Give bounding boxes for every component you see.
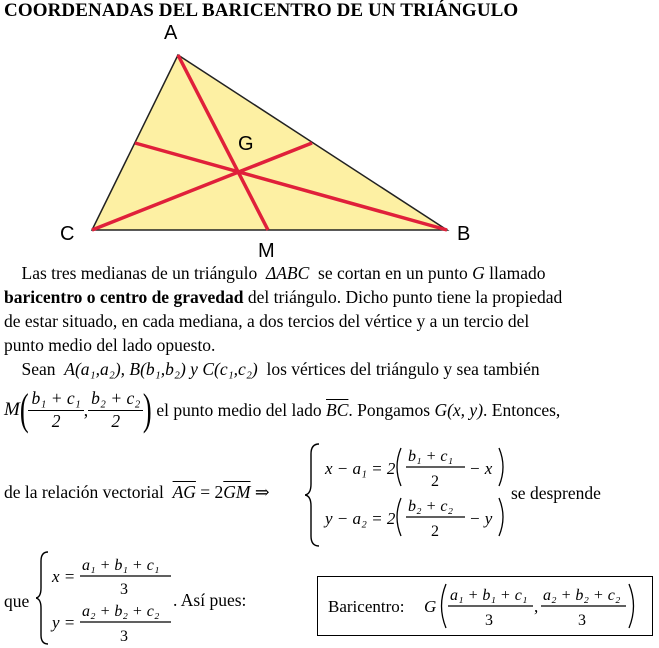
vector-ag: $\overline{AG}$ <box>172 482 196 502</box>
y-lhs: y = <box>52 613 76 632</box>
vector-relation-line: de la relación vectorial $\overline{AG} = 2\overline{GM}$ ⇒ <box>4 482 270 502</box>
result-g: G <box>424 597 437 616</box>
vertex-c-label: C <box>60 223 75 245</box>
triangle-figure <box>0 0 659 262</box>
midpoint-frac-2: $\frac{\text{b₂ + c₂}}{2}$ <box>88 390 143 430</box>
x-lhs: x = <box>52 567 76 586</box>
eq1-num: b₁ + c₁ <box>408 448 454 465</box>
triangle-symbol: ΔABC <box>265 263 310 283</box>
page-title: COORDENADAS DEL BARICENTRO DE UN TRIÁNGULO <box>4 0 519 21</box>
result-label: Baricentro: <box>328 597 405 616</box>
solution-system <box>36 548 186 648</box>
vector-gm: $\overline{GM}$ <box>223 482 251 502</box>
triangle-abc <box>92 55 447 230</box>
eq2-num: b₂ + c₂ <box>408 498 454 515</box>
vertices-coords: A(a₁,a₂), B(b₁,b₂) y C(c₁,c₂) <box>64 359 258 379</box>
vertex-b-label: B <box>457 223 471 245</box>
asi-pues-text: . Así pues: <box>173 590 247 610</box>
segment-bc: $\overline{BC}$ <box>326 400 349 420</box>
vertices-line: Sean A(a₁,a₂), B(b₁,b₂) y C(c₁,c₂) los vértices del triángulo y sea también <box>21 359 540 379</box>
x-den: 3 <box>120 581 128 598</box>
eq1-lhs: x − a₁ = 2 <box>325 459 396 478</box>
point-g-label: G <box>238 133 254 155</box>
x-num: a₁ + b₁ + c₁ <box>82 557 160 574</box>
midpoint-line: M ( $\frac{\text{b₁ + c₁}}{2}$ , $\frac{\text{b₂ + c₂}}{2}$ ) el punto medio del lado $\overline{BC}$ . Pongamos G(x, y) . Entonces, <box>4 385 561 434</box>
eq2-lhs: y − a₂ = 2 <box>325 509 396 528</box>
eq2-den: 2 <box>431 523 439 540</box>
baricentro-term: baricentro o centro de gravedad <box>4 287 244 307</box>
eq1-den: 2 <box>431 473 439 490</box>
result-den-1: 3 <box>485 612 493 629</box>
que-text: que <box>4 591 30 611</box>
svg-text:,: , <box>534 597 539 616</box>
point-m-label: M <box>258 240 275 262</box>
se-desprende-text: se desprende <box>511 483 601 503</box>
y-num: a₂ + b₂ + c₂ <box>82 603 160 620</box>
point-g-coords: G(x, y) <box>434 400 484 420</box>
result-num-2: a₂ + b₂ + c₂ <box>543 587 621 604</box>
midpoint-frac-1: $\frac{\text{b₁ + c₁}}{2}$ <box>28 390 83 430</box>
vertex-a-label: A <box>164 22 178 44</box>
result-formula <box>320 578 650 634</box>
result-den-2: 3 <box>578 612 586 629</box>
eq2-tail: − y <box>469 509 493 528</box>
equation-system <box>305 440 515 550</box>
result-num-1: a₁ + b₁ + c₁ <box>450 587 528 604</box>
eq1-tail: − x <box>469 459 493 478</box>
paragraph-intro: Las tres medianas de un triángulo ΔABC se cortan en un punto G llamado baricentro o centro de gravedad del triángulo. Dicho punto tiene la propiedad de estar situado, en cada mediana, a dos tercios del vértice y a un tercio del punto medio del lado opuesto. <box>4 263 563 355</box>
y-den: 3 <box>120 628 128 645</box>
